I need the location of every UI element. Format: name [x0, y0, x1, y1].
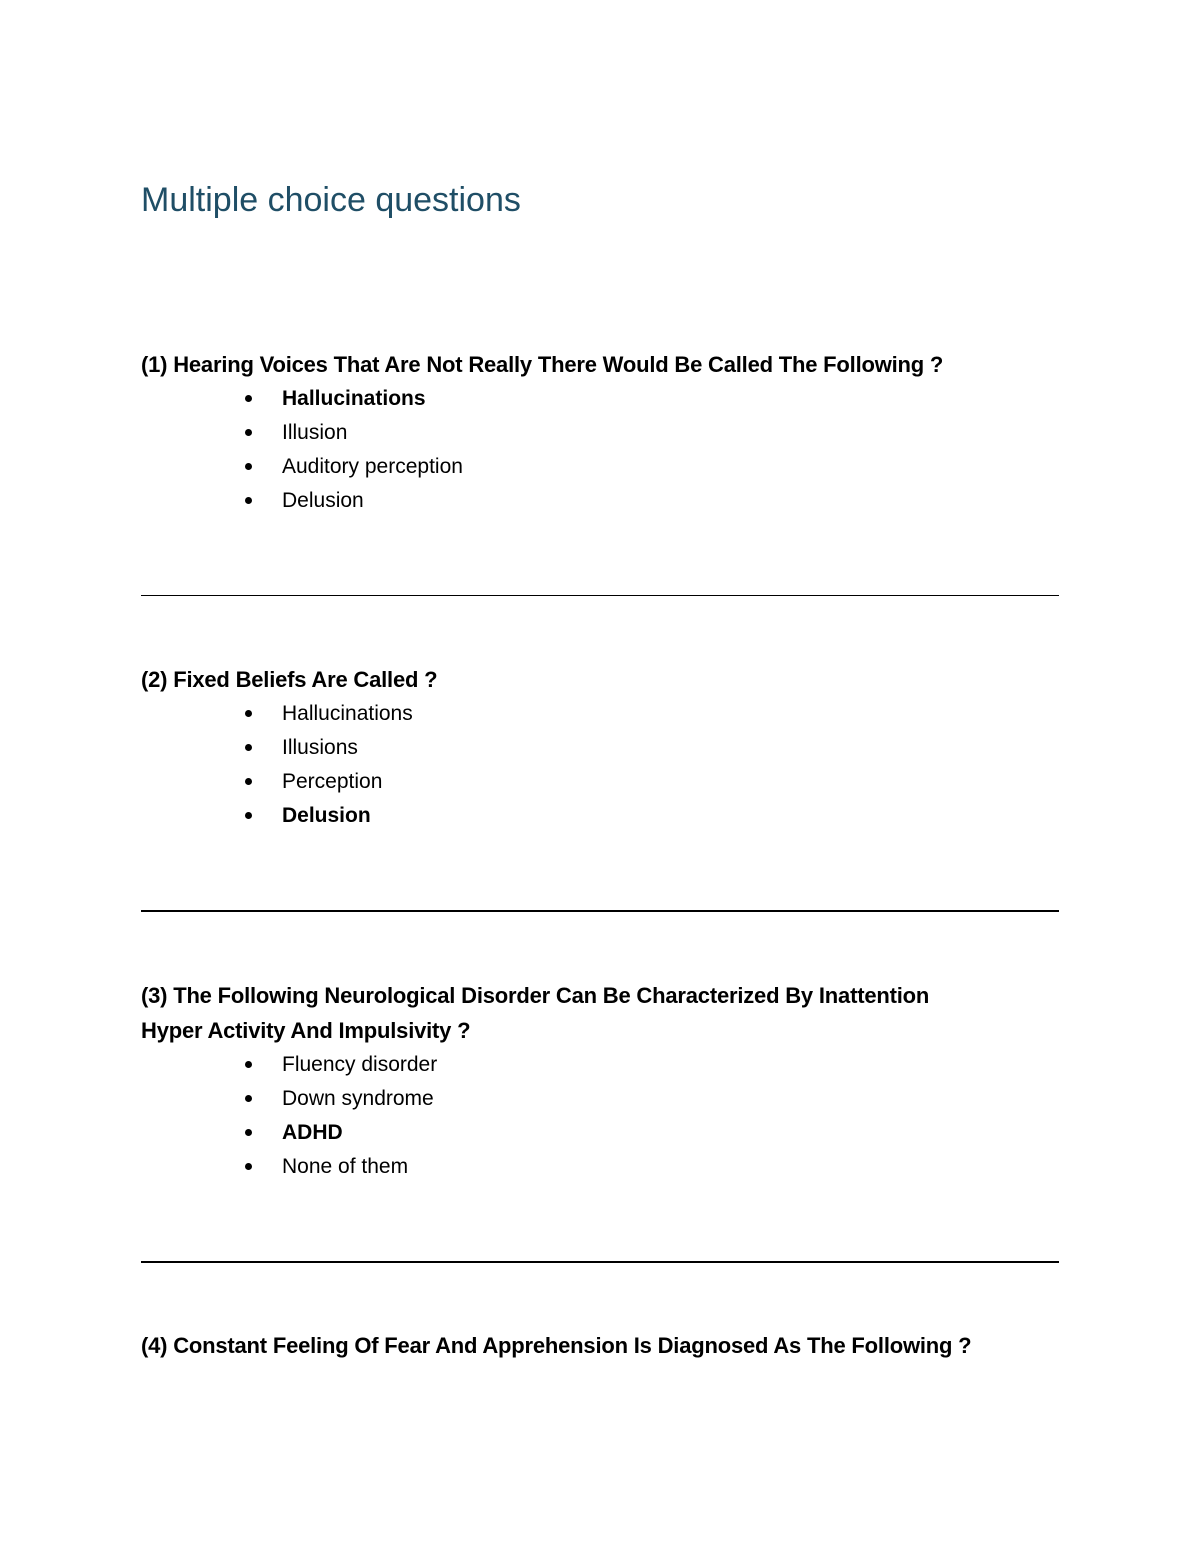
option-label: None of them	[282, 1155, 409, 1178]
bullet-icon	[245, 710, 252, 717]
question-1	[141, 347, 1071, 518]
section-divider	[141, 595, 1059, 596]
option-label: Delusion	[282, 489, 364, 512]
bullet-icon	[245, 429, 252, 436]
option-label: Fluency disorder	[282, 1053, 438, 1076]
bullet-icon	[245, 395, 252, 402]
option	[141, 765, 1071, 799]
option-label: ADHD	[282, 1121, 343, 1144]
option-correct	[141, 799, 1071, 833]
question-text: (4) Constant Feeling Of Fear And Apprehension Is Diagnosed As The Following ?	[141, 1333, 972, 1358]
option-label: Illusion	[282, 421, 348, 444]
question-text: (2) Fixed Beliefs Are Called ?	[141, 667, 438, 692]
bullet-icon	[245, 1163, 252, 1170]
option	[141, 1048, 1071, 1082]
options-list	[141, 382, 1071, 518]
options-list	[141, 1048, 1071, 1184]
bullet-icon	[245, 744, 252, 751]
bullet-icon	[245, 1129, 252, 1136]
question-text: (3) The Following Neurological Disorder Can Be Characterized By Inattention Hyper Activity And Impulsivity ?	[141, 983, 930, 1043]
question-4	[141, 1328, 1071, 1363]
option-label: Down syndrome	[282, 1087, 434, 1110]
bullet-icon	[245, 1061, 252, 1068]
bullet-icon	[245, 1095, 252, 1102]
option-label: Illusions	[282, 736, 358, 759]
option-label: Auditory perception	[282, 455, 463, 478]
page-title: Multiple choice questions	[141, 181, 521, 219]
bullet-icon	[245, 463, 252, 470]
option	[141, 697, 1071, 731]
options-list	[141, 697, 1071, 833]
section-divider	[141, 910, 1059, 912]
option	[141, 450, 1071, 484]
bullet-icon	[245, 497, 252, 504]
option	[141, 484, 1071, 518]
section-divider	[141, 1261, 1059, 1263]
option	[141, 416, 1071, 450]
option-label: Perception	[282, 770, 383, 793]
question-3	[141, 978, 1071, 1184]
option	[141, 731, 1071, 765]
bullet-icon	[245, 812, 252, 819]
option-label: Hallucinations	[282, 387, 426, 410]
option-label: Delusion	[282, 804, 371, 827]
option	[141, 1150, 1071, 1184]
question-2	[141, 662, 1071, 833]
question-text: (1) Hearing Voices That Are Not Really There Would Be Called The Following ?	[141, 352, 944, 377]
bullet-icon	[245, 778, 252, 785]
option-correct	[141, 382, 1071, 416]
option	[141, 1082, 1071, 1116]
option-label: Hallucinations	[282, 702, 413, 725]
option-correct	[141, 1116, 1071, 1150]
